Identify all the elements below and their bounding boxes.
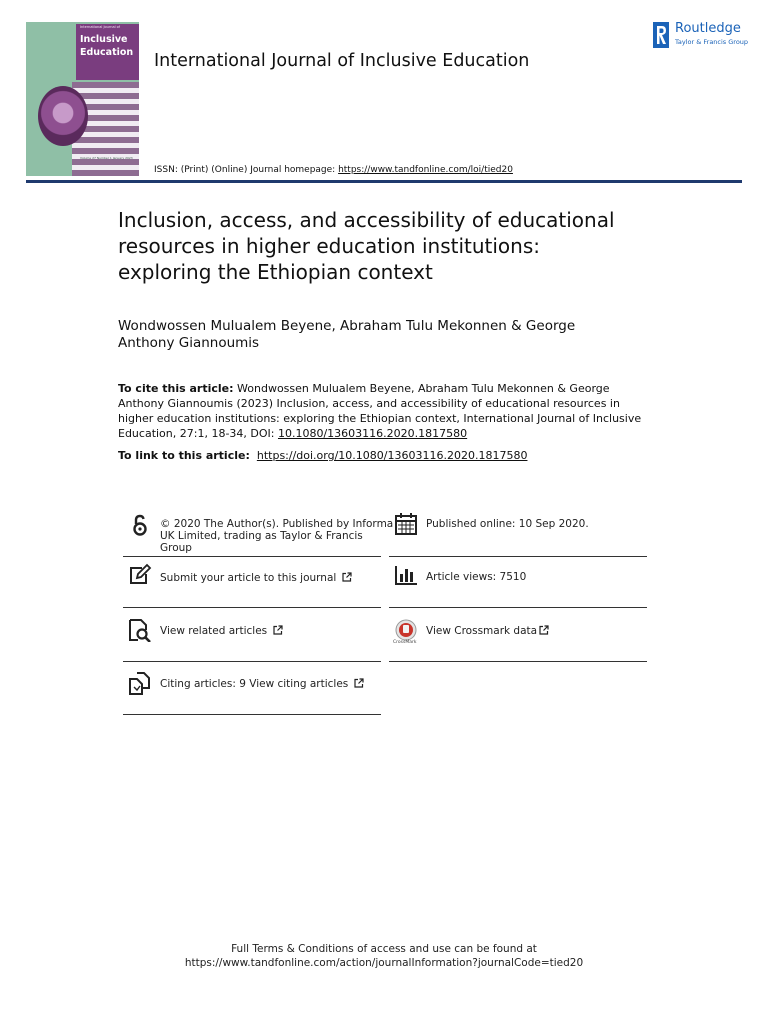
bar-chart-icon	[394, 563, 418, 587]
authors-line: Anthony Giannoumis	[118, 335, 260, 351]
cover-faces-illustration	[38, 86, 88, 146]
link-label: To link to this article:	[118, 449, 250, 462]
article-doi-link[interactable]: https://doi.org/10.1080/13603116.2020.1817580	[256, 449, 528, 462]
journal-homepage-link[interactable]: https://www.tandfonline.com/loi/tied20	[338, 165, 513, 175]
routledge-logo-icon	[653, 22, 669, 48]
published-online	[389, 510, 647, 556]
publisher-name: Routledge	[675, 21, 741, 36]
cover-kicker: International Journal of	[80, 25, 121, 29]
external-link-icon	[342, 572, 352, 582]
copyright-line: UK Limited, trading as Taylor & Francis	[160, 530, 363, 542]
submit-text: Submit your article to this journal	[160, 572, 337, 584]
terms-footer	[0, 942, 768, 970]
article-title	[118, 207, 698, 285]
citing-documents-icon	[128, 671, 152, 695]
calendar-icon	[394, 512, 418, 536]
publisher-subtitle: Taylor & Francis Group	[675, 38, 749, 46]
article-authors	[118, 318, 678, 352]
citing-text: Citing articles: 9 View citing articles	[160, 678, 349, 690]
external-link-icon	[539, 625, 549, 635]
crossmark-link[interactable]	[426, 625, 549, 637]
copyright-line: © 2020 The Author(s). Published by Informa	[160, 518, 394, 530]
issn-text: ISSN: (Print) (Online) Journal homepage:	[154, 165, 339, 175]
crossmark-text: View Crossmark data	[426, 625, 538, 637]
citation-block	[118, 381, 678, 441]
citation-line: Anthony Giannoumis (2023) Inclusion, access, and accessibility of educational resources in	[118, 397, 620, 410]
citation-line	[118, 426, 678, 441]
citing-articles-row[interactable]	[123, 667, 381, 713]
authors-line: Wondwossen Mulualem Beyene, Abraham Tulu Mekonnen & George	[118, 318, 576, 334]
published-text: Published online: 10 Sep 2020.	[426, 518, 589, 530]
edit-icon	[128, 563, 152, 587]
publisher-logo	[653, 21, 748, 49]
journal-title: International Journal of Inclusive Education	[154, 51, 530, 71]
citation-line: higher education institutions: exploring the Ethiopian context, International Journal of Inclusive	[118, 412, 642, 425]
submit-article-row[interactable]	[123, 562, 381, 607]
cover-title-line2: Education	[80, 47, 134, 58]
citation-label: To cite this article:	[118, 382, 234, 395]
copyright-text	[160, 518, 393, 554]
doi-link[interactable]: 10.1080/13603116.2020.1817580	[277, 427, 468, 440]
submit-article-link[interactable]	[160, 572, 352, 584]
divider	[389, 607, 647, 608]
citing-articles-link[interactable]	[160, 678, 364, 690]
divider	[123, 607, 381, 608]
article-link-line	[118, 449, 527, 462]
divider	[389, 661, 647, 662]
external-link-icon	[273, 625, 283, 635]
cover-title-line1: Inclusive	[80, 34, 128, 45]
related-text: View related articles	[160, 625, 268, 637]
copyright-notice	[123, 510, 394, 556]
citation-line	[118, 381, 678, 396]
views-text: Article views: 7510	[426, 571, 527, 583]
divider	[389, 556, 647, 557]
open-access-icon	[128, 513, 152, 537]
issn-line	[154, 165, 513, 175]
citation-text: Education, 27:1, 18-34, DOI:	[118, 427, 278, 440]
article-title-line: Inclusion, access, and accessibility of educational	[118, 208, 615, 232]
divider	[123, 556, 381, 557]
citation-text: Wondwossen Mulualem Beyene, Abraham Tulu Mekonnen & George	[233, 382, 610, 395]
journal-cover	[26, 22, 139, 176]
divider	[123, 714, 381, 715]
article-title-line: resources in higher education institutions:	[118, 234, 540, 258]
related-articles-link[interactable]	[160, 625, 283, 637]
cover-footer: Volume 27 Number 1 January 2023	[80, 156, 133, 160]
copyright-line: Group	[160, 542, 192, 554]
external-link-icon	[354, 678, 364, 688]
search-document-icon	[128, 618, 152, 642]
terms-url[interactable]: https://www.tandfonline.com/action/journalInformation?journalCode=tied20	[184, 957, 584, 969]
crossmark-badge-label: CrossMark	[393, 640, 417, 645]
related-articles-row[interactable]	[123, 614, 381, 660]
header-rule	[26, 180, 742, 183]
crossmark-row[interactable]	[389, 614, 647, 660]
article-title-line: exploring the Ethiopian context	[118, 260, 433, 284]
terms-line: Full Terms & Conditions of access and use can be found at	[231, 943, 537, 955]
article-views	[389, 562, 647, 607]
divider	[123, 661, 381, 662]
